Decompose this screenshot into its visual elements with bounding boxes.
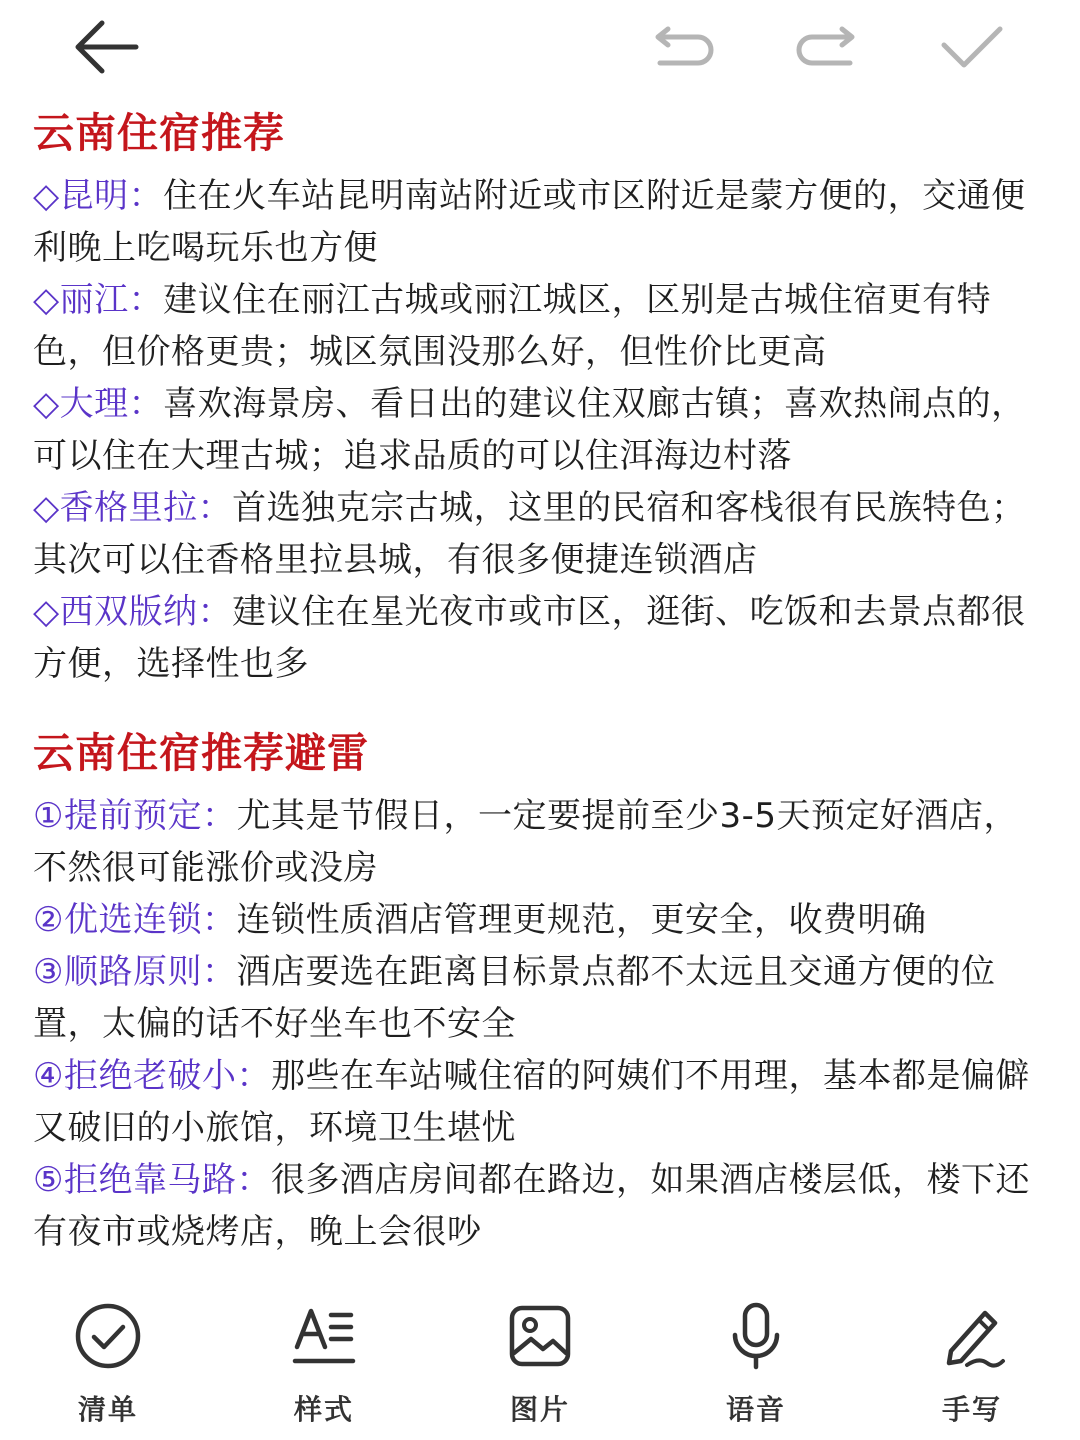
top-toolbar [0, 0, 1080, 95]
entry-label: ◇大理： [33, 384, 164, 424]
checklist-icon [69, 1298, 147, 1374]
checklist-label: 清单 [77, 1393, 138, 1426]
entry-text: 住在火车站昆明南站附近或市区附近是蒙方便的，交通便利晚上吃喝玩乐也方便 [33, 176, 1026, 268]
entry-text: 那些在车站喊住宿的阿姨们不用理，基本都是偏僻又破旧的小旅馆，环境卫生堪忧 [33, 1056, 1030, 1148]
list-item [33, 274, 1045, 378]
image-label: 图片 [509, 1393, 570, 1426]
list-item [33, 586, 1045, 690]
entry-text: 喜欢海景房、看日出的建议住双廊古镇；喜欢热闹点的，可以住在大理古城；追求品质的可以住洱海边村落 [33, 384, 1026, 476]
entry-text: 首选独克宗古城，这里的民宿和客栈很有民族特色；其次可以住香格里拉县城，有很多便捷连锁酒店 [33, 488, 1026, 580]
list-item [33, 378, 1045, 482]
entry-text: 连锁性质酒店管理更规范，更安全，收费明确 [236, 900, 927, 940]
entry-label: ③顺路原则： [33, 952, 237, 992]
done-button[interactable] [934, 12, 1008, 82]
section-title: 云南住宿推荐 [33, 109, 285, 157]
style-label: 样式 [293, 1393, 354, 1426]
entry-label: ◇丽江： [33, 280, 164, 320]
text-style-icon [285, 1298, 363, 1374]
entry-text: 尤其是节假日，一定要提前至少3-5天预定好酒店，不然很可能涨价或没房 [33, 796, 1019, 888]
handwriting-label: 手写 [941, 1393, 1002, 1426]
image-icon [501, 1298, 579, 1374]
list-item [33, 894, 1045, 946]
handwriting-button[interactable] [897, 1298, 1047, 1428]
entry-label: ①提前预定： [33, 796, 237, 836]
checklist-button[interactable] [33, 1298, 183, 1428]
undo-button[interactable] [646, 12, 720, 82]
style-button[interactable] [249, 1298, 399, 1428]
microphone-icon [717, 1298, 795, 1374]
entry-text: 建议住在丽江古城或丽江城区，区别是古城住宿更有特色，但价格更贵；城区氛围没那么好，但性价比更高 [33, 280, 992, 372]
list-item [33, 790, 1045, 894]
back-button[interactable] [68, 12, 142, 82]
redo-button[interactable] [790, 12, 864, 82]
checkmark-icon [938, 23, 1004, 71]
list-item [33, 1154, 1045, 1258]
entry-label: ④拒绝老破小： [33, 1056, 271, 1096]
handwriting-pen-icon [933, 1298, 1011, 1374]
entry-label: ⑤拒绝靠马路： [33, 1160, 271, 1200]
voice-button[interactable] [681, 1298, 831, 1428]
image-button[interactable] [465, 1298, 615, 1428]
note-content[interactable] [33, 104, 1045, 1258]
section-title: 云南住宿推荐避雷 [33, 729, 369, 777]
list-item [33, 946, 1045, 1050]
entry-text: 建议住在星光夜市或市区，逛街、吃饭和去景点都很方便，选择性也多 [33, 592, 1026, 684]
undo-icon [650, 23, 716, 71]
list-item [33, 482, 1045, 586]
list-item [33, 170, 1045, 274]
list-item [33, 1050, 1045, 1154]
entry-label: ◇昆明： [33, 176, 164, 216]
redo-icon [794, 23, 860, 71]
bottom-toolbar [0, 1290, 1080, 1440]
entry-text: 很多酒店房间都在路边，如果酒店楼层低，楼下还有夜市或烧烤店，晚上会很吵 [33, 1160, 1030, 1252]
arrow-left-icon [70, 17, 140, 77]
entry-label: ②优选连锁： [33, 900, 237, 940]
entry-label: ◇香格里拉： [33, 488, 233, 528]
entry-label: ◇西双版纳： [33, 592, 233, 632]
voice-label: 语音 [725, 1393, 786, 1426]
entry-text: 酒店要选在距离目标景点都不太远且交通方便的位置，太偏的话不好坐车也不安全 [33, 952, 996, 1044]
